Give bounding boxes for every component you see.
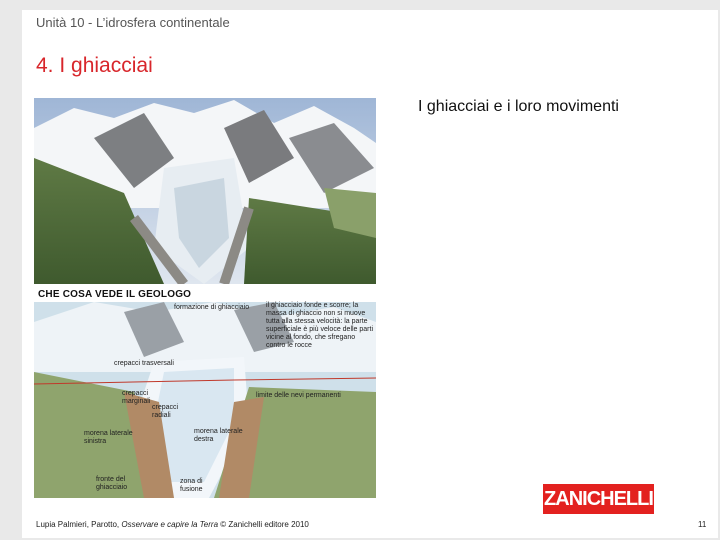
zanichelli-logo bbox=[543, 484, 654, 514]
page-number: 11 bbox=[698, 520, 707, 529]
label-zona-fusione: zona di fusione bbox=[180, 478, 203, 493]
footer-book-title: Osservare e capire la Terra bbox=[121, 520, 219, 529]
footer-credit bbox=[36, 520, 309, 529]
footer-copyright: © Zanichelli editore 2010 bbox=[220, 520, 309, 529]
label-morena-destra: morena laterale destra bbox=[194, 428, 243, 443]
figure-caption: CHE COSA VEDE IL GEOLOGO bbox=[38, 289, 192, 300]
label-ghiacciaio-desc: il ghiacciaio fonde e scorre; la massa di ghiaccio non si muove tutta alla stessa velocità: la parte superficiale è più veloce delle parti vicine al fondo, che sfregano contro le rocce bbox=[266, 302, 374, 349]
logo-text: ZANICHELLI bbox=[544, 488, 653, 510]
label-crepacci-trasversali: crepacci trasversali bbox=[114, 360, 174, 367]
label-formazione: formazione di ghiacciaio bbox=[174, 304, 250, 311]
label-fronte: fronte del ghiacciaio bbox=[96, 476, 128, 491]
label-crepacci-radiali: crepacci radiali bbox=[152, 404, 179, 419]
label-morena-sinistra: morena laterale sinistra bbox=[84, 430, 133, 445]
glacier-photo bbox=[34, 98, 376, 284]
label-limite-nevi: limite delle nevi permanenti bbox=[256, 392, 341, 399]
slide-subtitle: I ghiacciai e i loro movimenti bbox=[418, 98, 619, 115]
footer-authors: Lupia Palmieri, Parotto, bbox=[36, 520, 120, 529]
label-crepacci-marginali: crepacci marginali bbox=[122, 390, 151, 405]
slide-title: 4. I ghiacciai bbox=[36, 54, 153, 77]
glacier-figure bbox=[34, 98, 376, 498]
chapter-heading: Unità 10 - L’idrosfera continentale bbox=[36, 15, 230, 30]
